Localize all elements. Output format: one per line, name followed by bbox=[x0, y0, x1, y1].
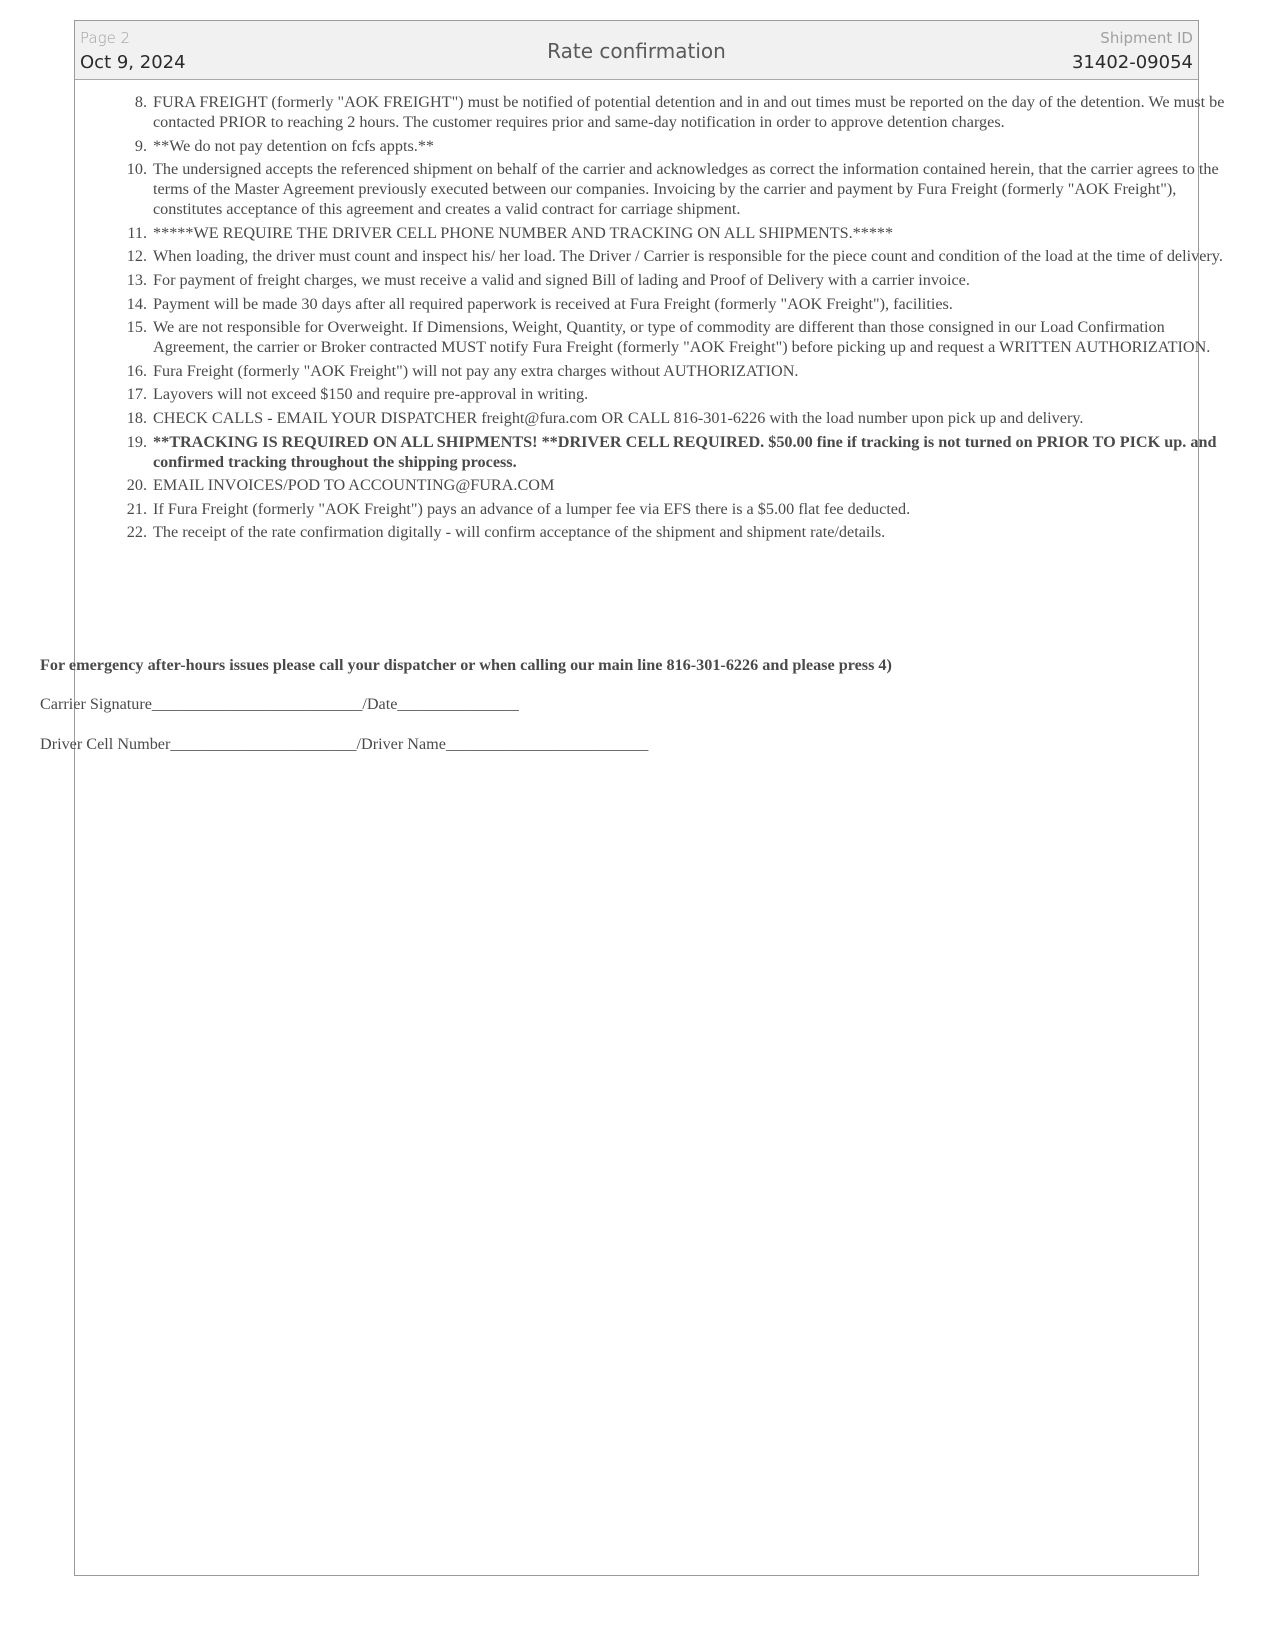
term-text: **We do not pay detention on fcfs appts.** bbox=[153, 136, 435, 155]
term-number: 9. bbox=[134, 136, 147, 155]
term-item bbox=[115, 384, 1235, 404]
term-item bbox=[115, 408, 1235, 428]
term-number: 14. bbox=[126, 294, 147, 313]
term-item bbox=[115, 317, 1235, 357]
term-text: For payment of freight charges, we must receive a valid and signed Bill of lading and Proof of Delivery with a carrier invoice. bbox=[153, 270, 970, 289]
document-date: Oct 9, 2024 bbox=[80, 52, 186, 73]
term-item bbox=[115, 475, 1235, 495]
carrier-signature-line: Carrier Signature__________________________/Date_______________ bbox=[40, 695, 519, 713]
document-page bbox=[74, 20, 1225, 1576]
term-text: Payment will be made 30 days after all required paperwork is received at Fura Freight (formerly "AOK Freight"), facilities. bbox=[153, 294, 953, 313]
term-text: We are not responsible for Overweight. If Dimensions, Weight, Quantity, or type of commodity are different than those consigned in our Load Confirmation Agreement, the carrier or Broker contracted MUST notify Fura Freight (formerly "AOK Freight") before picking up and request a WRITTEN AUTHORIZATION. bbox=[153, 318, 1211, 357]
term-number: 20. bbox=[126, 476, 147, 495]
term-item bbox=[115, 361, 1235, 381]
term-text: If Fura Freight (formerly "AOK Freight") pays an advance of a lumper fee via EFS there is a $5.00 flat fee deducted. bbox=[153, 499, 911, 518]
page-header bbox=[75, 21, 1198, 80]
term-text: EMAIL INVOICES/POD TO ACCOUNTING@FURA.COM bbox=[153, 476, 555, 495]
term-text: **TRACKING IS REQUIRED ON ALL SHIPMENTS! **DRIVER CELL REQUIRED. $50.00 fine if tracking is not turned on PRIOR TO PICK up. and confirmed tracking throughout the shipping process. bbox=[153, 432, 1217, 471]
term-text: The undersigned accepts the referenced shipment on behalf of the carrier and acknowledges as correct the information contained herein, that the carrier agrees to the terms of the Master Agreement previously executed between our companies. Invoicing by the carrier and payment by Fura Freight (formerly "AOK Freight"), constitutes acceptance of this agreement and creates a valid contract for carriage shipment. bbox=[153, 160, 1219, 219]
term-item bbox=[115, 92, 1235, 132]
term-text: CHECK CALLS - EMAIL YOUR DISPATCHER freight@fura.com OR CALL 816-301-6226 with the load number upon pick up and delivery. bbox=[153, 408, 1084, 427]
term-number: 17. bbox=[126, 385, 147, 404]
term-item bbox=[115, 159, 1235, 219]
document-title: Rate confirmation bbox=[547, 39, 726, 63]
term-text: *****WE REQUIRE THE DRIVER CELL PHONE NUMBER AND TRACKING ON ALL SHIPMENTS.***** bbox=[153, 223, 894, 242]
term-number: 18. bbox=[126, 408, 147, 427]
terms-list bbox=[115, 92, 1235, 546]
term-item bbox=[115, 136, 1235, 156]
shipment-id-label: Shipment ID bbox=[1100, 29, 1193, 47]
term-item bbox=[115, 223, 1235, 243]
term-item bbox=[115, 432, 1235, 472]
term-number: 13. bbox=[126, 270, 147, 289]
term-number: 12. bbox=[126, 247, 147, 266]
term-text: When loading, the driver must count and inspect his/ her load. The Driver / Carrier is responsible for the piece count and condition of the load at the time of delivery. bbox=[153, 247, 1223, 266]
term-item bbox=[115, 499, 1235, 519]
term-item bbox=[115, 294, 1235, 314]
term-text: Fura Freight (formerly "AOK Freight") will not pay any extra charges without AUTHORIZATION. bbox=[153, 361, 799, 380]
term-number: 10. bbox=[126, 160, 147, 179]
term-item bbox=[115, 270, 1235, 290]
term-item bbox=[115, 522, 1235, 542]
driver-cell-line: Driver Cell Number_______________________/Driver Name_________________________ bbox=[40, 735, 649, 753]
shipment-id: 31402-09054 bbox=[1071, 52, 1193, 73]
term-number: 22. bbox=[126, 523, 147, 542]
term-text: FURA FREIGHT (formerly "AOK FREIGHT") must be notified of potential detention and in and out times must be reported on the day of the detention. We must be contacted PRIOR to reaching 2 hours. The customer requires prior and same-day notification in order to approve detention charges. bbox=[153, 93, 1225, 131]
term-number: 15. bbox=[126, 318, 147, 337]
emergency-note: For emergency after-hours issues please call your dispatcher or when calling our main line 816-301-6226 and please press 4) bbox=[40, 656, 892, 674]
term-text: The receipt of the rate confirmation digitally - will confirm acceptance of the shipment and shipment rate/details. bbox=[153, 523, 886, 542]
term-number: 8. bbox=[134, 93, 147, 111]
term-item bbox=[115, 246, 1235, 266]
term-number: 19. bbox=[126, 432, 147, 451]
term-number: 21. bbox=[126, 499, 147, 518]
term-number: 16. bbox=[126, 361, 147, 380]
page-number-label: Page 2 bbox=[80, 29, 131, 47]
term-number: 11. bbox=[127, 223, 147, 242]
term-text: Layovers will not exceed $150 and require pre-approval in writing. bbox=[153, 385, 589, 404]
